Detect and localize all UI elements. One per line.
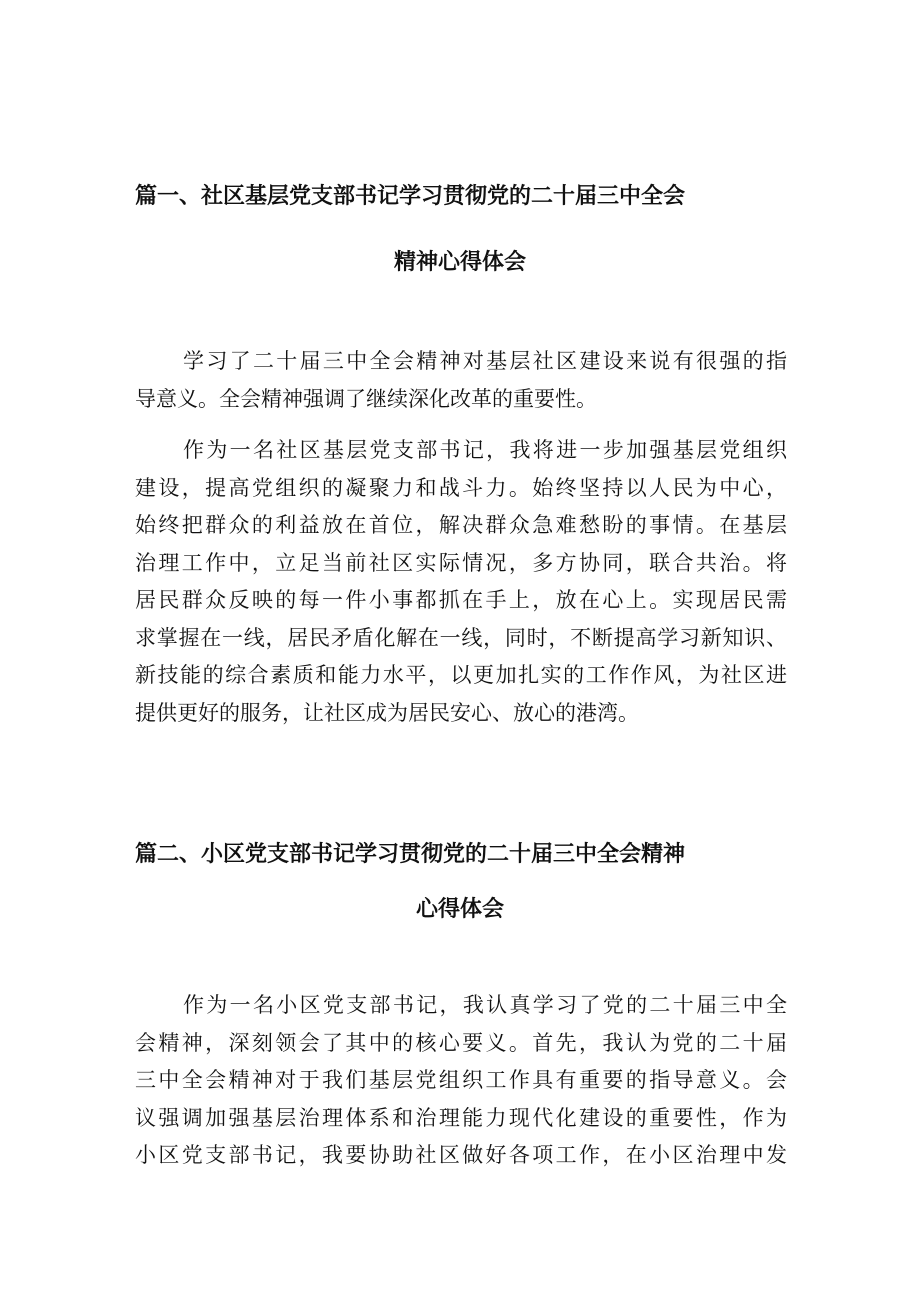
paragraph-line: 导意义。全会精神强调了继续深化改革的重要性。: [135, 386, 597, 411]
paragraph-line: 居民群众反映的每一件小事都抓在手上，放在心上。实现居民需: [135, 588, 787, 612]
section1-paragraph-1: [135, 343, 787, 418]
paragraph-line: 建设，提高党组织的凝聚力和战斗力。始终坚持以人民为中心，: [135, 475, 787, 500]
section2-paragraph-1: [135, 987, 787, 1175]
section1-paragraph-2: [135, 432, 787, 732]
paragraph-line: 会精神，深刻领会了其中的核心要义。首先，我认为党的二十届: [135, 1030, 787, 1055]
paragraph-line: 新技能的综合素质和能力水平，以更加扎实的工作作风，为社区进: [135, 663, 787, 687]
paragraph-line: 小区党支部书记，我要协助社区做好各项工作，在小区治理中发: [135, 1143, 787, 1167]
section1-title-line1: 篇一、社区基层党支部书记学习贯彻党的二十届三中全会: [135, 184, 686, 209]
paragraph-line: 学习了二十届三中全会精神对基层社区建设来说有很强的指: [183, 349, 787, 373]
section2-title-line1: 篇二、小区党支部书记学习贯彻党的二十届三中全会精神: [135, 842, 686, 867]
paragraph-line: 求掌握在一线，居民矛盾化解在一线，同时，不断提高学习新知识、: [135, 625, 787, 650]
paragraph-line: 始终把群众的利益放在首位，解决群众急难愁盼的事情。在基层: [135, 513, 787, 537]
paragraph-line: 作为一名社区基层党支部书记，我将进一步加强基层党组织: [183, 438, 787, 462]
paragraph-line: 议强调加强基层治理体系和治理能力现代化建设的重要性，作为: [135, 1105, 787, 1130]
paragraph-line: 治理工作中，立足当前社区实际情况，多方协同，联合共治。将: [135, 550, 787, 575]
section1-title-line2: 精神心得体会: [393, 250, 526, 275]
paragraph-line: 作为一名小区党支部书记，我认真学习了党的二十届三中全: [183, 993, 787, 1017]
paragraph-line: 三中全会精神对于我们基层党组织工作具有重要的指导意义。会: [135, 1068, 787, 1092]
paragraph-line: 提供更好的服务，让社区成为居民安心、放心的港湾。: [135, 700, 639, 725]
section2-title-line2: 心得体会: [415, 897, 504, 922]
